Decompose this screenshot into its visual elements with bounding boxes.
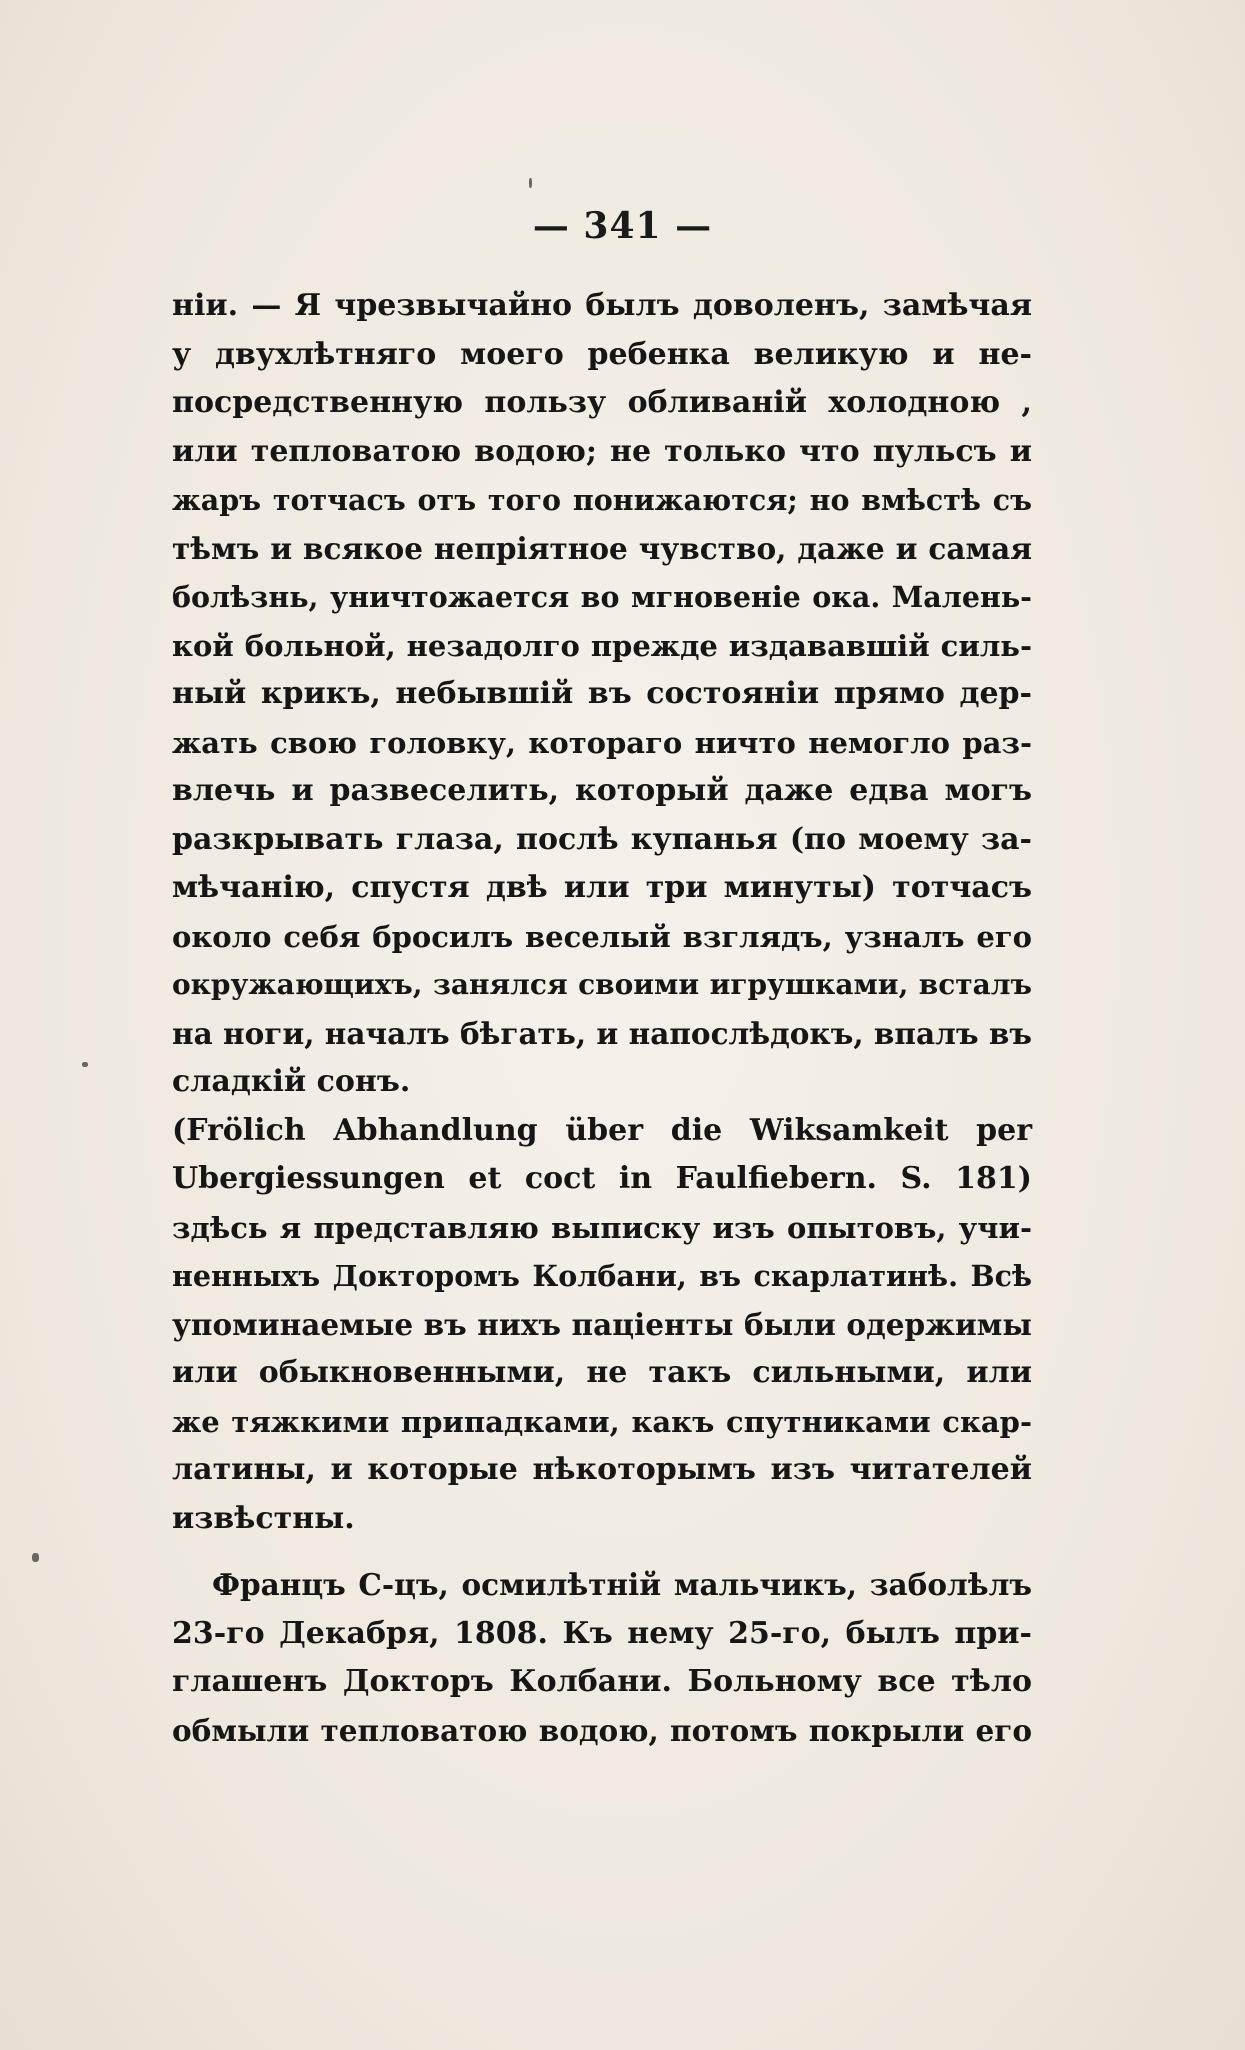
text-line: влечь и развеселить, который даже едва могъ (172, 773, 1032, 808)
ink-speck (529, 178, 532, 188)
text-line: кой больной, незадолго прежде издававшій силь- (172, 628, 1032, 663)
text-line: на ноги, началъ бѣгать, и напослѣдокъ, впалъ въ (172, 1015, 1032, 1051)
text-line: посредственную пользу обливаній холодною , (172, 385, 1032, 420)
text-line: разкрывать глаза, послѣ купанья (по моему за- (172, 821, 1032, 857)
text-line: или тепловатою водою; не только что пульсъ и (172, 433, 1032, 469)
paragraph-spacer (172, 1543, 1032, 1561)
text-line: обмыли тепловатою водою, потомъ покрыли его (172, 1712, 1032, 1748)
ink-speck (32, 1553, 39, 1562)
text-line: жаръ тотчасъ отъ того понижаются; но вмѣстѣ съ (172, 483, 1032, 517)
text-line: латины, и которые нѣкоторымъ изъ читателей (172, 1452, 1032, 1487)
text-line: глашенъ Докторъ Колбани. Больному все тѣло (172, 1664, 1032, 1699)
body-text (172, 282, 1032, 1755)
text-line: упоминаемые въ нихъ паціенты были одержимы (172, 1306, 1032, 1342)
text-line: сладкій сонъ. (172, 1064, 411, 1099)
text-line: Ubergiessungen et coct in Faulfiebern. S. 181) (172, 1161, 1032, 1196)
text-line: жать свою головку, котораго ничто немогло раз- (172, 725, 1032, 760)
text-line: у двухлѣтняго моего ребенка великую и не- (172, 336, 1032, 372)
text-line: ненныхъ Докторомъ Колбани, въ скарлатинѣ. Всѣ (172, 1259, 1032, 1293)
text-line: ный крикъ, небывшій въ состояніи прямо дер- (172, 676, 1032, 711)
text-line: мѣчанію, спустя двѣ или три минуты) тотчасъ (172, 870, 1032, 905)
text-line: извѣстны. (172, 1500, 355, 1536)
paragraph (172, 1107, 1032, 1544)
text-line: болѣзнь, уничтожается во мгновеніе ока. Малень- (172, 580, 1032, 614)
text-line: 23-го Декабря, 1808. Къ нему 25-го, былъ при- (172, 1615, 1032, 1651)
ink-speck (82, 1062, 88, 1067)
page-number: — 341 — (532, 205, 713, 247)
text-line: ніи. — Я чрезвычайно былъ доволенъ, замѣчая (172, 288, 1032, 323)
text-line: около себя бросилъ веселый взглядъ, узналъ его (172, 919, 1032, 954)
text-line: здѣсь я представляю выписку изъ опытовъ, учи- (172, 1210, 1032, 1245)
paragraph (172, 1561, 1032, 1755)
text-line: или обыкновенными, не такъ сильными, или (172, 1355, 1032, 1390)
paragraph (172, 282, 1032, 1107)
text-line: (Frölich Abhandlung über die Wiksamkeit per (172, 1112, 1032, 1148)
text-line: тѣмъ и всякое непріятное чувство, даже и самая (172, 530, 1032, 566)
text-line: окружающихъ, занялся своими игрушками, всталъ (172, 968, 1032, 1001)
text-line: же тяжкими припадками, какъ спутниками скар- (172, 1404, 1032, 1439)
text-line: Францъ С-цъ, осмилѣтній мальчикъ, заболѣлъ (212, 1567, 1032, 1602)
